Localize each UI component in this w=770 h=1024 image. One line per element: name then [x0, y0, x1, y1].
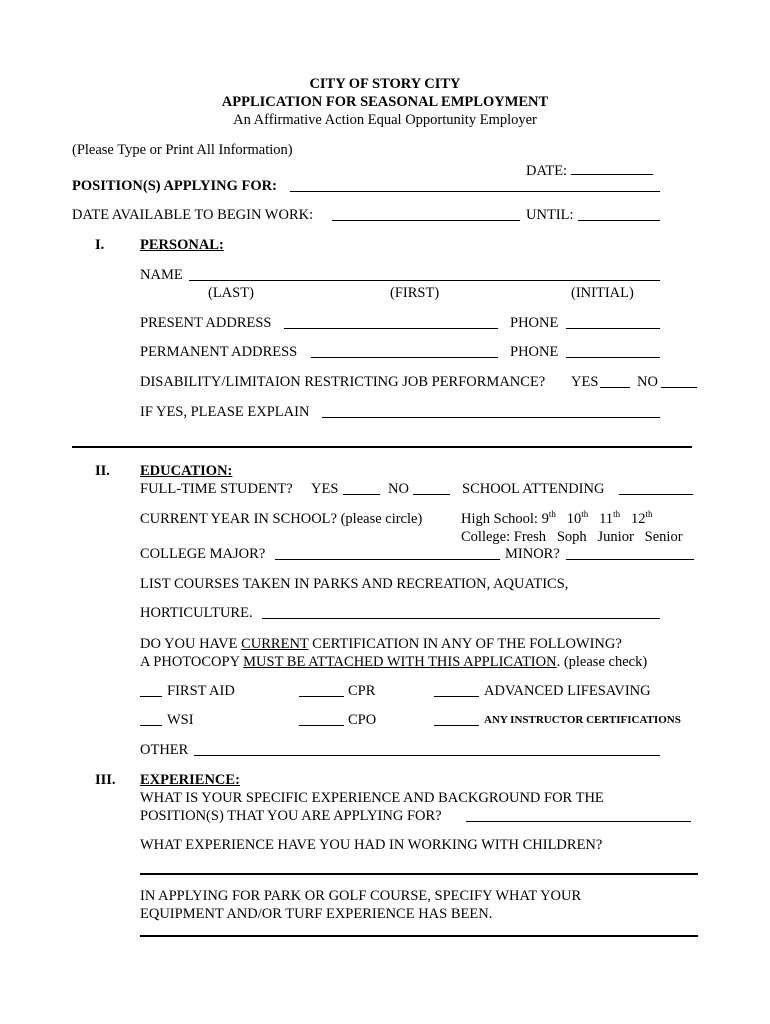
disability-no-input-line[interactable] — [661, 387, 697, 388]
lifesaving-label: ADVANCED LIFESAVING — [484, 683, 651, 699]
park-answer-line[interactable] — [140, 935, 698, 937]
grade-10-option[interactable]: 10th — [566, 509, 589, 527]
school-attending-label: SCHOOL ATTENDING — [462, 481, 605, 497]
if-yes-label: IF YES, PLEASE EXPLAIN — [140, 404, 310, 420]
date-label: DATE: — [526, 163, 568, 179]
fulltime-no-label: NO — [388, 481, 409, 497]
section-numeral-3: III. — [95, 772, 116, 788]
permanent-phone-label: PHONE — [510, 344, 559, 360]
experience-question-line1: WHAT IS YOUR SPECIFIC EXPERIENCE AND BACKGROUND FOR THE — [140, 790, 604, 806]
name-last-caption: (LAST) — [208, 285, 254, 301]
first-aid-label: FIRST AID — [167, 683, 235, 699]
education-heading: EDUCATION: — [140, 463, 233, 479]
fulltime-yes-input-line[interactable] — [343, 494, 380, 495]
name-first-caption: (FIRST) — [390, 285, 440, 301]
until-input-line[interactable] — [578, 220, 660, 221]
instructions: (Please Type or Print All Information) — [72, 142, 293, 158]
fulltime-yes-label: YES — [311, 481, 339, 497]
permanent-address-label: PERMANENT ADDRESS — [140, 344, 298, 360]
grade-12-option[interactable]: 12th — [630, 509, 653, 527]
minor-input-line[interactable] — [566, 559, 694, 560]
disability-yes-input-line[interactable] — [600, 387, 630, 388]
name-initial-caption: (INITIAL) — [571, 285, 634, 301]
other-label: OTHER — [140, 742, 189, 758]
personal-heading: PERSONAL: — [140, 237, 224, 253]
present-phone-label: PHONE — [510, 315, 559, 331]
name-label: NAME — [140, 267, 183, 283]
cpo-checkline[interactable] — [299, 725, 344, 726]
cpr-label: CPR — [348, 683, 376, 699]
position-input-line[interactable] — [290, 191, 660, 192]
fulltime-no-input-line[interactable] — [413, 494, 450, 495]
section-numeral-2: II. — [95, 463, 110, 479]
experience-question-line2: POSITION(S) THAT YOU ARE APPLYING FOR? — [140, 808, 442, 824]
form-title: APPLICATION FOR SEASONAL EMPLOYMENT — [221, 94, 549, 110]
photocopy-note: A PHOTOCOPY MUST BE ATTACHED WITH THIS APPLICATION. (please check) — [140, 654, 648, 670]
cpo-label: CPO — [348, 712, 377, 728]
wsi-checkline[interactable] — [140, 725, 162, 726]
permanent-phone-input-line[interactable] — [566, 357, 660, 358]
disability-no-label: NO — [637, 374, 658, 390]
children-answer-line[interactable] — [140, 873, 698, 875]
courses-input-line[interactable] — [262, 618, 660, 619]
other-input-line[interactable] — [194, 755, 660, 756]
until-label: UNTIL: — [526, 207, 574, 223]
section-numeral-1: I. — [95, 237, 105, 253]
park-question-line2: EQUIPMENT AND/OR TURF EXPERIENCE HAS BEEN. — [140, 906, 493, 922]
high-school-options — [461, 511, 652, 528]
date-available-label: DATE AVAILABLE TO BEGIN WORK: — [72, 207, 314, 223]
minor-label: MINOR? — [505, 546, 560, 562]
if-yes-input-line[interactable] — [322, 417, 660, 418]
present-phone-input-line[interactable] — [566, 328, 660, 329]
section-divider — [72, 446, 692, 448]
position-label: POSITION(S) APPLYING FOR: — [72, 178, 277, 194]
experience-input-line[interactable] — [466, 821, 691, 822]
disability-question: DISABILITY/LIMITAION RESTRICTING JOB PERFORMANCE? — [140, 374, 546, 390]
wsi-label: WSI — [167, 712, 194, 728]
high-school-label: High School: — [461, 511, 538, 527]
experience-heading: EXPERIENCE: — [140, 772, 240, 788]
college-year-options[interactable]: College: Fresh Soph Junior Senior — [461, 529, 683, 545]
permanent-address-input-line[interactable] — [311, 357, 498, 358]
park-question-line1: IN APPLYING FOR PARK OR GOLF COURSE, SPECIFY WHAT YOUR — [140, 888, 582, 904]
current-year-question: CURRENT YEAR IN SCHOOL? (please circle) — [140, 511, 423, 527]
present-address-input-line[interactable] — [284, 328, 498, 329]
date-field — [526, 160, 653, 180]
school-attending-input-line[interactable] — [619, 494, 693, 495]
cpr-checkline[interactable] — [299, 696, 344, 697]
college-major-input-line[interactable] — [275, 559, 500, 560]
courses-question-line1: LIST COURSES TAKEN IN PARKS AND RECREATION, AQUATICS, — [140, 576, 569, 592]
disability-yes-label: YES — [571, 374, 599, 390]
certification-question: DO YOU HAVE CURRENT CERTIFICATION IN ANY OF THE FOLLOWING? — [140, 636, 622, 652]
form-subtitle: An Affirmative Action Equal Opportunity Employer — [233, 112, 537, 128]
first-aid-checkline[interactable] — [140, 696, 162, 697]
courses-question-line2: HORTICULTURE. — [140, 605, 253, 621]
children-question: WHAT EXPERIENCE HAVE YOU HAD IN WORKING WITH CHILDREN? — [140, 837, 603, 853]
grade-9-option[interactable]: 9th — [541, 509, 556, 527]
name-input-line[interactable] — [189, 280, 660, 281]
present-address-label: PRESENT ADDRESS — [140, 315, 272, 331]
instructor-label: ANY INSTRUCTOR CERTIFICATIONS — [484, 714, 681, 726]
college-major-label: COLLEGE MAJOR? — [140, 546, 266, 562]
lifesaving-checkline[interactable] — [434, 696, 479, 697]
grade-11-option[interactable]: 11th — [599, 509, 621, 527]
org-title: CITY OF STORY CITY — [309, 76, 461, 92]
date-available-input-line[interactable] — [332, 220, 520, 221]
date-input-line[interactable] — [571, 160, 653, 175]
fulltime-question: FULL-TIME STUDENT? — [140, 481, 293, 497]
instructor-checkline[interactable] — [434, 725, 479, 726]
